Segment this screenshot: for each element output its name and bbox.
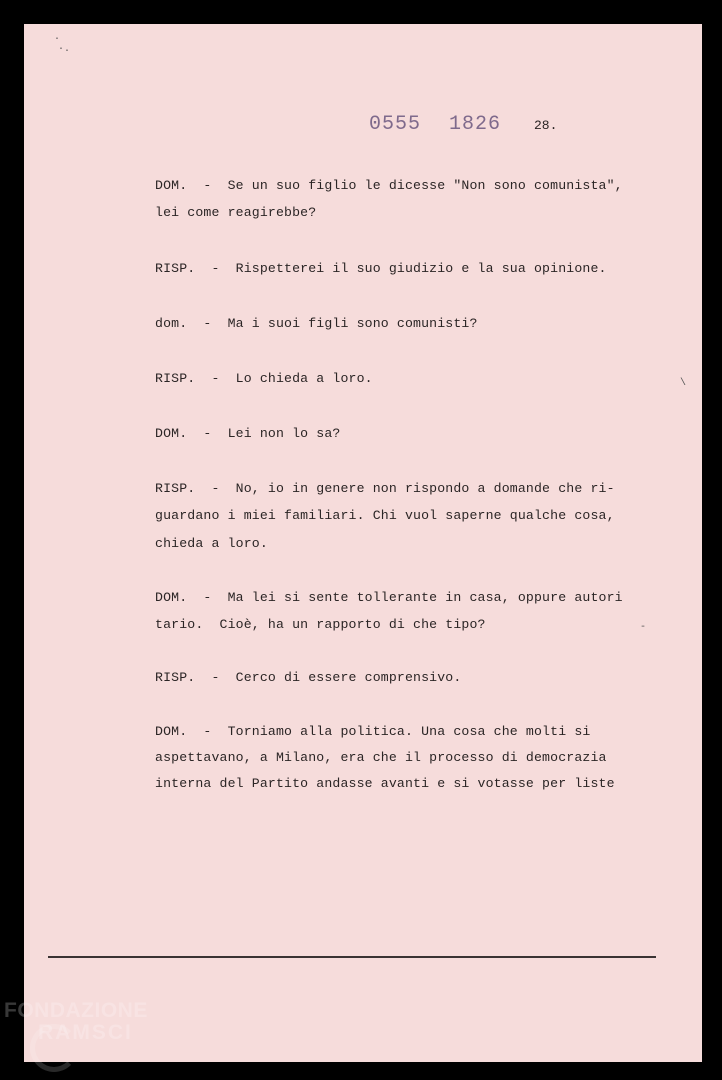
page-number: 28. xyxy=(534,118,558,133)
text-line: guardano i miei familiari. Chi vuol saperne qualche cosa, xyxy=(155,508,615,523)
text-line: DOM. - Se un suo figlio le dicesse "Non sono comunista", xyxy=(155,178,623,193)
margin-mark: - xyxy=(640,622,647,633)
watermark-line1: FONDAZIONE xyxy=(4,999,148,1022)
text-line: RISP. - No, io in genere non rispondo a domande che ri- xyxy=(155,481,615,496)
watermark-logo xyxy=(4,1000,148,1044)
text-line: DOM. - Torniamo alla politica. Una cosa che molti si xyxy=(155,724,591,739)
text-line: chieda a loro. xyxy=(155,536,268,551)
text-line: RISP. - Lo chieda a loro. xyxy=(155,371,373,386)
text-line: lei come reagirebbe? xyxy=(155,205,317,220)
watermark-line2: RAMSCI xyxy=(38,1021,133,1044)
text-line: RISP. - Rispetterei il suo giudizio e la sua opinione. xyxy=(155,261,607,276)
margin-mark: ·. xyxy=(58,44,71,55)
text-line: tario. Cioè, ha un rapporto di che tipo? xyxy=(155,617,486,632)
margin-mark: \ xyxy=(680,378,687,389)
archive-stamp-right: 1826 xyxy=(449,113,502,136)
margin-mark: · xyxy=(54,34,61,45)
text-line: RISP. - Cerco di essere comprensivo. xyxy=(155,670,462,685)
text-line: DOM. - Ma lei si sente tollerante in casa, oppure autori xyxy=(155,590,623,605)
text-line: DOM. - Lei non lo sa? xyxy=(155,426,341,441)
text-line: dom. - Ma i suoi figli sono comunisti? xyxy=(155,316,478,331)
text-line: interna del Partito andasse avanti e si votasse per liste xyxy=(155,776,615,791)
bottom-rule xyxy=(48,956,656,958)
archive-stamp-left: 0555 xyxy=(369,113,422,136)
text-line: aspettavano, a Milano, era che il processo di democrazia xyxy=(155,750,607,765)
